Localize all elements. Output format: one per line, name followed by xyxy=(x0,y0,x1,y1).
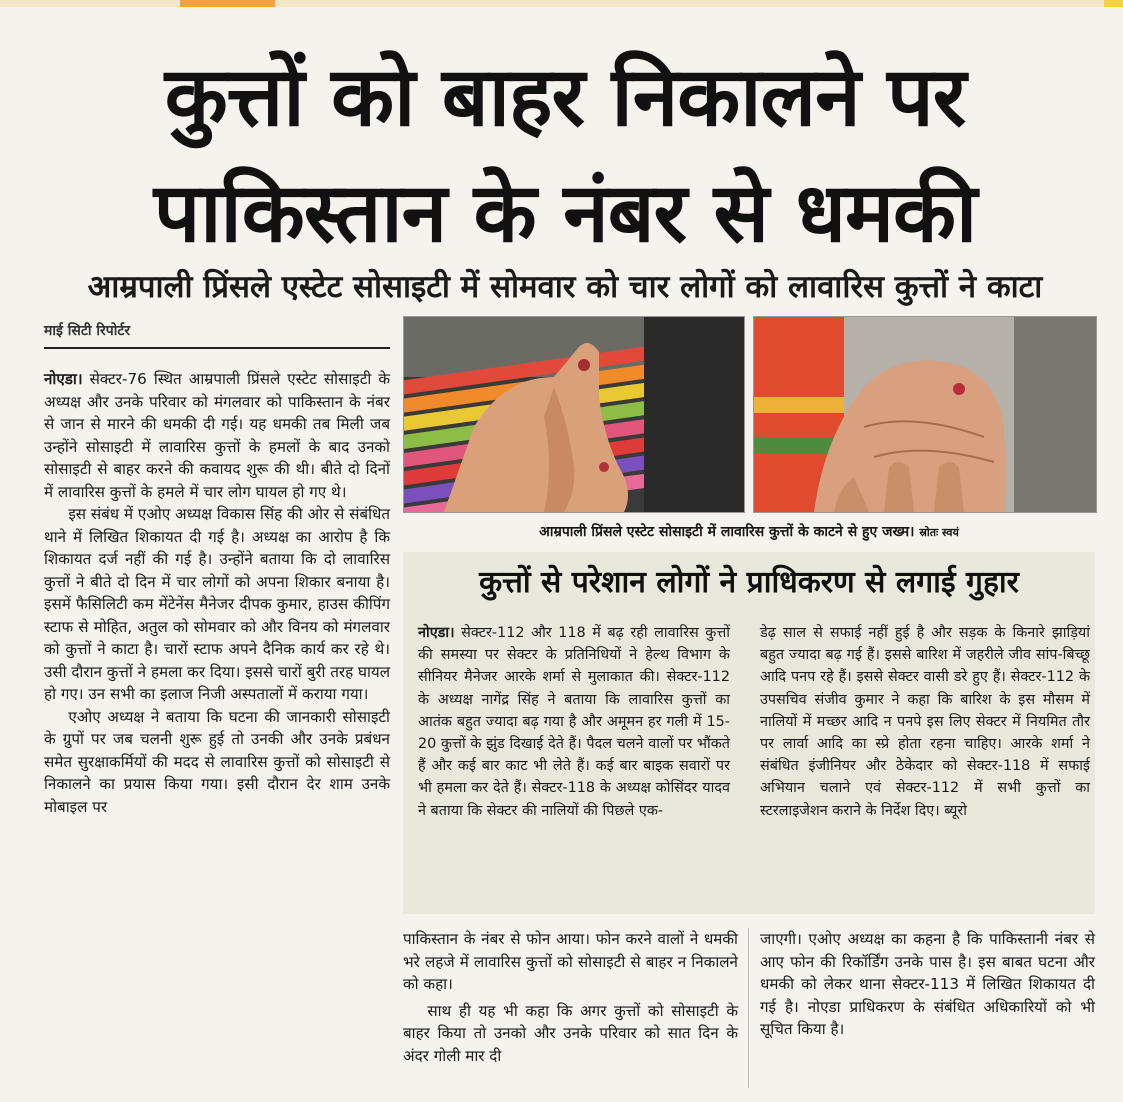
main-story-dateline: नोएडा। xyxy=(44,370,83,388)
injury-photo-hand-1 xyxy=(403,316,745,513)
photo-caption-text: आम्रपाली प्रिंसले एस्टेट सोसाइटी में लावारिस कुत्तों के काटने से हुए जख्म। xyxy=(539,524,915,540)
sidebar-story-paragraph-2: डेढ़ साल से सफाई नहीं हुई है और सड़क के किनारे झाड़ियां बहुत ज्यादा बढ़ गई हैं। इससे बारिश में जहरीले जीव सांप-बिच्छू आदि पनप रहे हैं। इससे सेक्टर वासी डरे हुए हैं। सेक्टर-112 के उपसचिव संजीव कुमार ने कहा कि बारिश के इस मौसम में नालियों में मच्छर आदि न पनपे इस लिए सेक्टर में नियमित तौर पर लार्वा आदि का स्प्रे होता रहना चाहिए। आरके शर्मा ने संबंधित इंजीनियर और ठेकेदार को सेक्टर-118 में सफाई अभियान चलाने एवं सेक्टर-112 में सभी कुत्तों का स्टरलाइजेशन कराने के निर्देश दिए। ब्यूरो xyxy=(760,625,1090,819)
headline-line-1: कुत्तों को बाहर निकालने पर xyxy=(164,50,966,145)
top-strip-yellow-block xyxy=(1104,0,1123,7)
photo-caption xyxy=(403,522,1095,541)
main-story-paragraph-3: एओए अध्यक्ष ने बताया कि घटना की जानकारी सोसाइटी के ग्रुपों पर जब चलनी शुरू हुई तो उनकी और उनके प्रबंधन समेत सुरक्षाकर्मियों की मदद से लावारिस कुत्तों को सोसाइटी से निकालने का प्रयास किया गया। इसी दौरान देर शाम उनके मोबाइल पर xyxy=(44,707,390,816)
photo-caption-source: स्रोतः स्वयं xyxy=(919,526,959,539)
main-story-paragraph-5: साथ ही यह भी कहा कि अगर कुत्तों को सोसाइटी के बाहर किया तो उनको और उनके परिवार को सात दिन के अंदर गोली मार दी xyxy=(403,1001,738,1065)
main-story-paragraph-4: पाकिस्तान के नंबर से फोन आया। फोन करने वालों ने धमकी भरे लहजे में लावारिस कुत्तों को सोसाइटी से बाहर न निकालने को कहा। xyxy=(403,930,738,993)
subheadline: आम्रपाली प्रिंसले एस्टेट सोसाइटी में सोमवार को चार लोगों को लावारिस कुत्तों ने काटा xyxy=(87,269,1043,305)
sidebar-story-title: कुत्तों से परेशान लोगों ने प्राधिकरण से लगाई गुहार xyxy=(479,565,1019,600)
main-story-column-1 xyxy=(44,368,390,818)
sidebar-story-column-1 xyxy=(418,622,730,822)
byline-rule xyxy=(44,347,390,349)
top-color-strip xyxy=(0,0,1123,7)
main-story-column-2 xyxy=(403,928,738,1067)
top-strip-orange-block xyxy=(180,0,275,7)
sidebar-story-dateline: नोएडा। xyxy=(418,625,455,641)
main-story-paragraph-6: जाएगी। एओए अध्यक्ष का कहना है कि पाकिस्तानी नंबर से आए फोन की रिकॉर्डिंग उनके पास है। इस बाबत घटना और धमकी को लेकर थाना सेक्टर-113 में लिखित शिकायत दी गई है। नोएडा प्राधिकरण के संबंधित अधिकारियों को भी सूचित किया है। xyxy=(760,930,1095,1038)
sidebar-story-paragraph-1: नोएडा। सेक्टर-112 और 118 में बढ़ रही लावारिस कुत्तों की समस्या पर सेक्टर के प्रतिनिधियों ने हेल्थ विभाग के सीनियर मैनेजर आरके शर्मा से मुलाकात की। सेक्टर-112 के अध्यक्ष नागेंद्र सिंह ने बताया कि लावारिस कुत्तों का आतंक बहुत ज्यादा बढ़ गया है और अमूमन हर गली में 15-20 कुत्तों के झुंड दिखाई देते हैं। पैदल चलने वालों पर भौंकते हैं और कई बार काट भी लेते हैं। कई बार बाइक सवारों पर भी हमला कर देते हैं। सेक्टर-118 के अध्यक्ष कोसिंदर यादव ने बताया कि सेक्टर की नालियों की पिछले एक- xyxy=(418,625,731,819)
main-story-paragraph-2: इस संबंध में एओए अध्यक्ष विकास सिंह की ओर से संबंधित थाने में लिखित शिकायत दी गई है। अध्यक्ष का आरोप है कि शिकायत दर्ज नहीं की गई है। उन्होंने बताया कि दो लावारिस कुत्तों ने बीते दो दिन में चार लोगों को अपना शिकार बनाया है। इसमें फैसिलिटी कम मेंटेनेंस मैनेजर दीपक कुमार, हाउस कीपिंग स्टाफ से मोहित, अतुल को सोमवार को और विनय को मंगलवार को कुत्तों ने काटा है। चारों स्टाफ अपने दैनिक कार्य कर रहे थे। उसी दौरान कुत्तों ने हमला कर दिया। इससे चारों बुरी तरह घायल हो गए। उन सभी का इलाज निजी अस्पतालों में कराया गया। xyxy=(44,505,391,703)
headline-line-2: पाकिस्तान के नंबर से धमकी xyxy=(153,166,977,261)
headline xyxy=(20,40,1110,272)
column-divider xyxy=(748,928,749,1088)
injury-photo-hand-2 xyxy=(753,316,1097,513)
byline: माई सिटी रिपोर्टर xyxy=(44,323,131,339)
main-story-paragraph-1: नोएडा। सेक्टर-76 स्थित आम्रपाली प्रिंसले एस्टेट सोसाइटी के अध्यक्ष और उनके परिवार को मंगलवार को पाकिस्तान के नंबर से जान से मारने की धमकी दी गई। यह धमकी तब मिली जब उन्होंने सोसाइटी में लावारिस कुत्तों के हमलों के बाद उनको सोसाइटी से बाहर करने की कवायद शुरू की थी। बीते दो दिनों में लावारिस कुत्तों के हमले में चार लोग घायल हो गए थे। xyxy=(44,370,391,501)
main-story-column-3 xyxy=(760,928,1095,1041)
sidebar-story-column-2 xyxy=(760,622,1090,822)
